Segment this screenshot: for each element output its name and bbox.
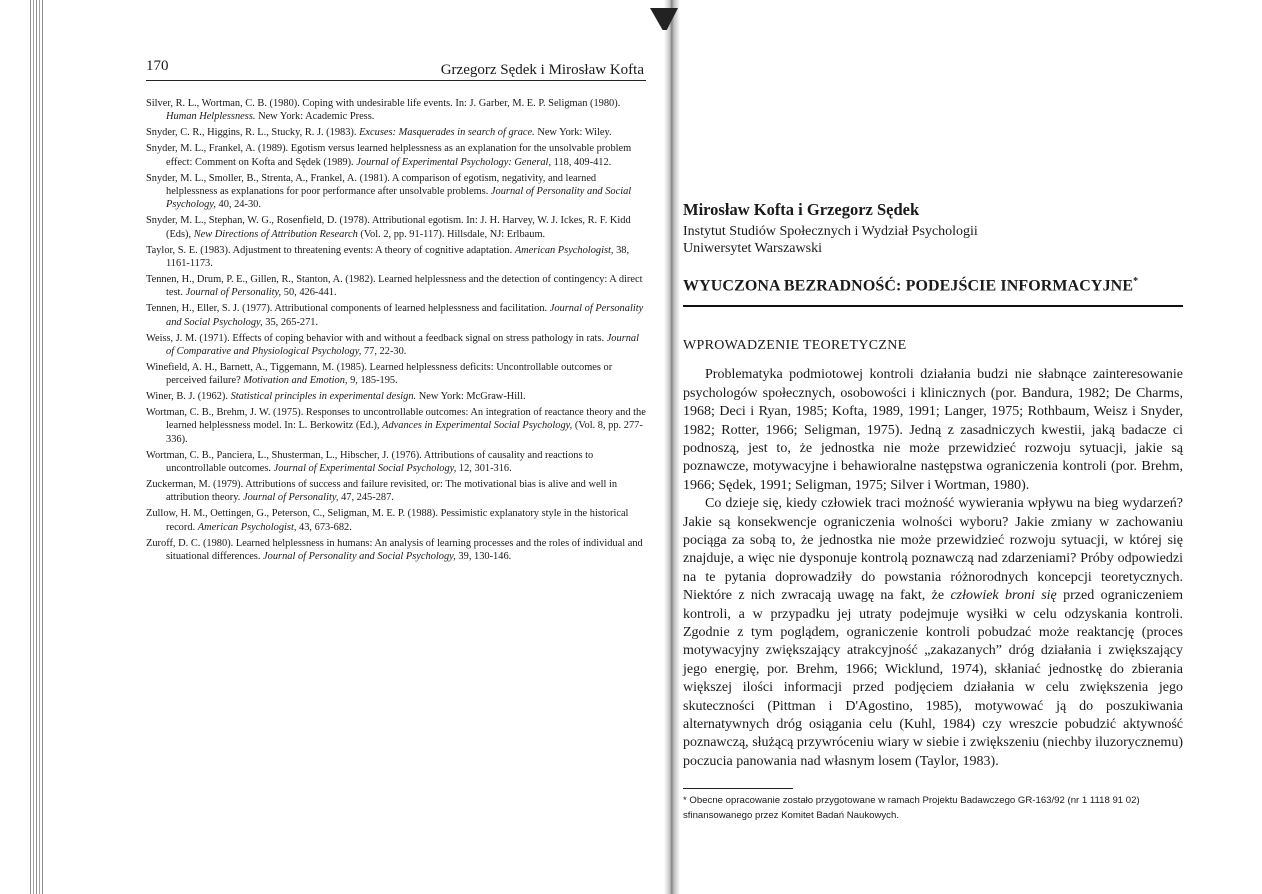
reference-details: 38, 1161-1173.: [166, 244, 630, 269]
reference-journal: New Directions of Attribution Research: [193, 228, 358, 240]
reference-text: Tennen, H., Eller, S. J. (1977). Attributional components of learned helplessness and facilitation.: [146, 303, 550, 315]
reference-text: Zullow, H. M., Oettingen, G., Peterson, C., Seligman, M. E. P. (1988). Pessimistic explanatory style in the historical record.: [146, 508, 629, 533]
reference-details: New York: Wiley.: [534, 127, 612, 139]
reference-journal: Journal of Experimental Psychology: General,: [356, 156, 552, 168]
reference-entry: [146, 449, 646, 476]
reference-journal: Motivation and Emotion,: [243, 375, 348, 387]
reference-entry: [146, 214, 646, 241]
reference-entry: [146, 273, 646, 300]
body-paragraph-2-emphasis: człowiek broni się: [950, 588, 1057, 604]
reference-entry: [146, 478, 646, 505]
reference-entry: [146, 537, 646, 564]
reference-text: Taylor, S. E. (1983). Adjustment to threatening events: A theory of cognitive adaptation.: [146, 244, 515, 256]
article-title-text: WYUCZONA BEZRADNOŚĆ: PODEJŚCIE INFORMACYJNE: [683, 277, 1134, 295]
reference-details: 35, 265-271.: [262, 316, 319, 328]
scan-edge-left: [30, 0, 44, 894]
reference-details: 47, 245-287.: [338, 492, 394, 504]
body-paragraph-2-part-b: przed ograniczeniem kontroli, a w przypadku jej utraty podejmuje wysiłki w celu odzyskania kontroli. Zgodnie z tym poglądem, ograniczenie kontroli pobudzać może reaktancję (proces motywacyjny zwiększający atrakcyjność „zakazanych” dróg działania i zwiększający jego energię, por. Brehm, 1966; Wicklund, 1974), skłaniać jednostkę do zbierania większej ilości informacji przed podjęciem działania w celu zwiększenia jego skuteczności (Pittman i D'Agostino, 1985), motywować ją do poszukiwania alternatywnych dróg osiągania celu (Kuhl, 1984) czy wreszcie pobudzić aktywność poznawczą, służącą przywróceniu wiary w siebie i zwiększeniu (niechby iluzorycznemu) poczucia panowania nad własnym losem (Taylor, 1983).: [683, 588, 1183, 769]
reference-text: Snyder, M. L., Frankel, A. (1989). Egotism versus learned helplessness as an explanation for the unsolvable problem effect: Comment on Kofta and Sędek (1989).: [146, 143, 632, 168]
reference-text: Zuroff, D. C. (1980). Learned helplessness in humans: An analysis of learning processes and the roles of individual and situational differences.: [146, 537, 643, 563]
reference-details: 40, 24-30.: [215, 199, 261, 211]
reference-details: 77, 22-30.: [361, 345, 407, 357]
footnote: * Obecne opracowanie zostało przygotowane w ramach Projektu Badawczego GR-163/92 (nr 1 1118 91 02) sfinansowanego przez Komitet Badań Naukowych.: [683, 795, 1140, 822]
reference-list: [146, 97, 646, 564]
reference-journal: American Psychologist,: [514, 244, 614, 256]
reference-entry: [146, 172, 646, 212]
footnote-mark: *: [1133, 276, 1139, 287]
reference-journal: Excuses: Masquerades in search of grace.: [359, 127, 535, 139]
reference-entry: [146, 302, 646, 329]
reference-details: New York: McGraw-Hill.: [416, 391, 526, 403]
reference-text: Zuckerman, M. (1979). Attributions of success and failure revisited, or: The motivational bias is alive and well in attribution theory.: [146, 479, 618, 504]
reference-journal: Journal of Experimental Social Psychology,: [273, 463, 457, 475]
reference-journal: Journal of Personality,: [242, 492, 339, 504]
reference-entry: [146, 97, 646, 124]
body-paragraph-2-part-a: Co dzieje się, kiedy człowiek traci możność wywierania wpływu na bieg wydarzeń? Jakie są konsekwencje ograniczenia wolności wyboru? Jakie zmiany w zachowaniu pociąga za sobą to, że jednostka nie może przewidzieć rozwoju sytuacji, w której się znajduje, a więc nie dysponuje kontrolą poznawczą nad zdarzeniami? Próby odpowiedzi na te pytania doprowadziły do powstania różnorodnych koncepcji teoretycznych. Niektóre z nich zwracają uwagę na fakt, że: [683, 496, 1183, 604]
reference-journal: Journal of Personality and Social Psychology,: [263, 551, 456, 563]
affiliation-line-2: Uniwersytet Warszawski: [683, 241, 822, 256]
section-heading: WPROWADZENIE TEORETYCZNE: [683, 338, 907, 354]
reference-journal: Journal of Personality,: [185, 287, 282, 299]
reference-details: (Vol. 8, pp. 277-336).: [166, 420, 643, 445]
reference-text: Tennen, H., Drum, P. E., Gillen, R., Stanton, A. (1982). Learned helplessness and the detection of contingency: A direct test.: [146, 273, 643, 299]
reference-text: Winer, B. J. (1962).: [146, 391, 231, 403]
reference-details: 39, 130-146.: [455, 551, 512, 563]
reference-journal: Advances in Experimental Social Psychology,: [382, 420, 573, 432]
left-page: [146, 56, 646, 566]
reference-journal: Journal of Personality and Social Psychology,: [166, 185, 632, 211]
body-paragraph-2: [683, 495, 1183, 771]
reference-text: Wortman, C. B., Panciera, L., Shusterman, L., Hibscher, J. (1976). Attributions of causality and reactions to uncontrollable outcomes.: [146, 449, 594, 475]
reference-details: 9, 185-195.: [347, 375, 398, 387]
reference-text: Winefield, A. H., Barnett, A., Tiggemann, M. (1985). Learned helplessness deficits: Uncontrollable outcomes or perceived failure?: [146, 361, 613, 387]
reference-journal: Journal of Personality and Social Psychology,: [166, 303, 644, 328]
reference-text: Wortman, C. B., Brehm, J. W. (1975). Responses to uncontrollable outcomes: An integration of reactance theory and the learned helplessness model. In: L. Berkowitz (Ed.),: [146, 407, 646, 432]
running-title: Grzegorz Sędek i Mirosław Kofta: [440, 62, 644, 78]
reference-journal: American Psychologist,: [197, 521, 297, 533]
reference-entry: [146, 332, 646, 359]
book-spine: [664, 0, 680, 894]
page-number: 170: [146, 58, 169, 74]
reference-text: Snyder, M. L., Smoller, B., Strenta, A., Frankel, A. (1981). A comparison of egotism, negativity, and learned helplessness as explanations for poor performance after unsolvable problems.: [146, 172, 597, 197]
reference-entry: [146, 244, 646, 271]
reference-text: Snyder, M. L., Stephan, W. G., Rosenfield, D. (1978). Attributional egotism. In: J. H. Harvey, W. J. Ickes, R. F. Kidd (Eds),: [146, 215, 631, 240]
right-page: [683, 200, 1183, 823]
reference-details: (Vol. 2, pp. 91-117). Hillsdale, NJ: Erlbaum.: [357, 228, 546, 240]
reference-journal: Statistical principles in experimental design.: [230, 391, 417, 403]
running-head: [146, 56, 646, 81]
reference-entry: [146, 390, 646, 403]
article-title: [683, 276, 1183, 307]
reference-text: Weiss, J. M. (1971). Effects of coping behavior with and without a feedback signal on stress pathology in rats.: [146, 332, 607, 344]
reference-text: Silver, R. L., Wortman, C. B. (1980). Coping with undesirable life events. In: J. Garber, M. E. P. Seligman (1980).: [146, 98, 621, 109]
footnote-rule: [683, 788, 793, 789]
reference-entry: [146, 361, 646, 388]
reference-journal: Journal of Comparative and Physiological Psychology,: [166, 332, 640, 357]
reference-details: 50, 426-441.: [281, 287, 337, 299]
reference-journal: Human Helplessness.: [166, 111, 256, 123]
reference-text: Snyder, C. R., Higgins, R. L., Stucky, R. J. (1983).: [146, 127, 360, 139]
reference-entry: [146, 406, 646, 446]
reference-entry: [146, 142, 646, 169]
reference-details: 118, 409-412.: [551, 156, 612, 168]
reference-details: New York: Academic Press.: [255, 111, 375, 123]
reference-details: 43, 673-682.: [296, 521, 352, 533]
reference-entry: [146, 507, 646, 534]
article-authors: Mirosław Kofta i Grzegorz Sędek: [683, 200, 920, 219]
reference-details: 12, 301-316.: [456, 463, 512, 475]
affiliation-line-1: Instytut Studiów Społecznych i Wydział Psychologii: [683, 224, 978, 239]
body-paragraph-1: Problematyka podmiotowej kontroli działania budzi nie słabnące zainteresowanie psychologów społecznych, osobowości i klinicznych (por. Bandura, 1982; De Charms, 1968; Deci i Ryan, 1985; Kofta, 1989, 1991; Langer, 1975; Rothbaum, Weisz i Snyder, 1982; Rotter, 1966; Seligman, 1975). Jedną z zasadniczych kwestii, jaką badacze ci podnoszą, jest to, że jednostka nie może przewidzieć rozwoju sytuacji, jakie są poznawcze, motywacyjne i behawioralne następstwa ograniczenia kontroli (por. Brehm, 1966; Sędek, 1991; Seligman, 1975; Silver i Wortman, 1980).: [683, 367, 1183, 493]
reference-entry: [146, 126, 646, 139]
